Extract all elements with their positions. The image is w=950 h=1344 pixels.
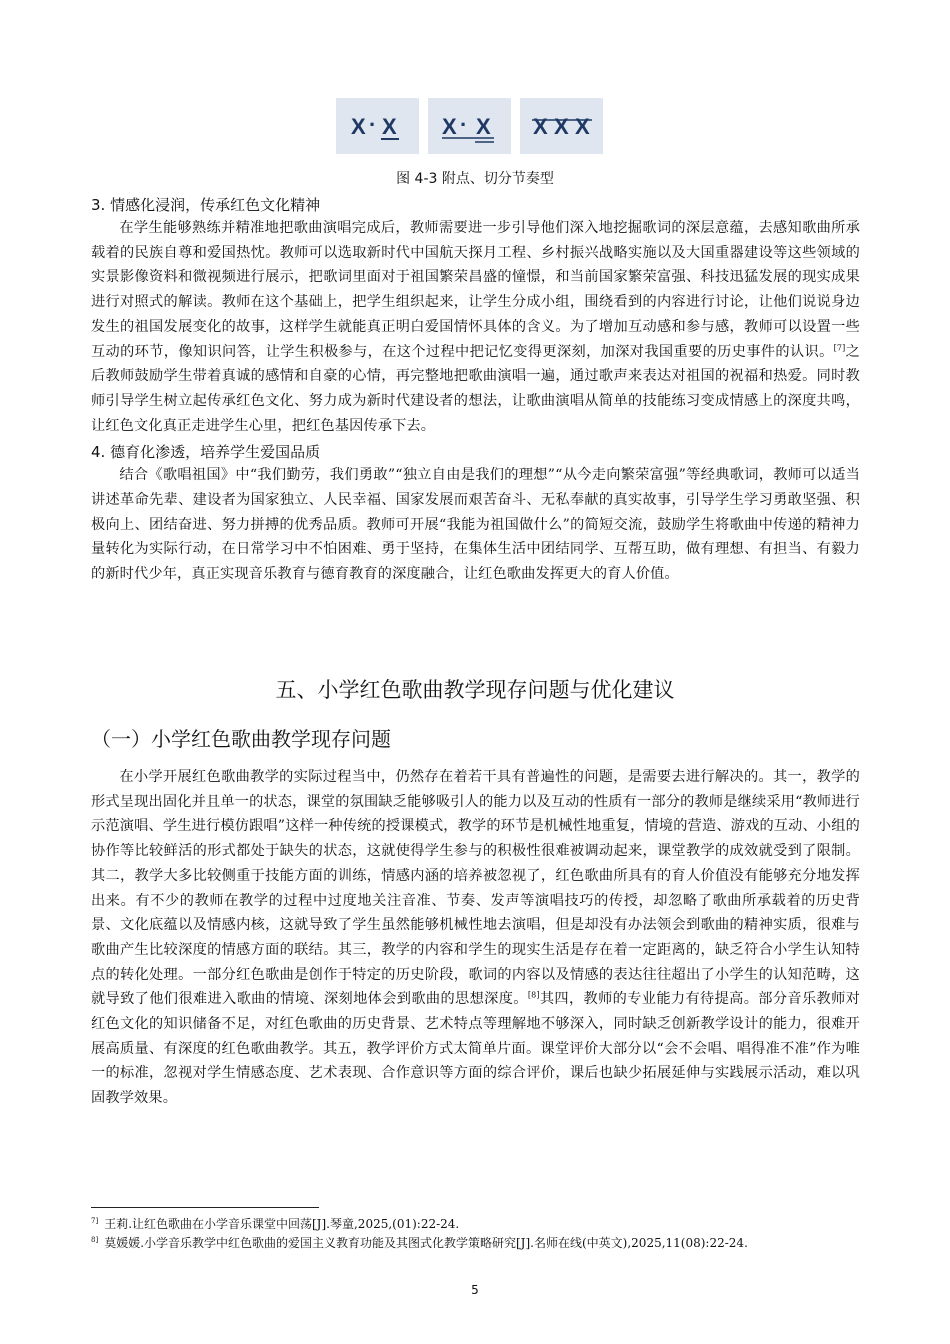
section-4-paragraph: 结合《歌唱祖国》中“我们勤劳，我们勇敢”“独立自由是我们的理想”“从今走向繁荣富强”等经典歌词，教师可以适当讲述革命先辈、建设者为国家独立、人民幸福、国家发展而艰苦奋斗、无私奉献的真实故事，引导学生学习勇敢坚强、积极向上、团结奋进、努力拼搏的优秀品质。教师可开展“我能为祖国做什么”的简短交流，鼓励学生将歌曲中传递的精神力量转化为实际行动，在日常学习中不怕困难、勇于坚持，在集体生活中团结同学、互帮互助，做有理想、有担当、有毅力的新时代少年，真正实现音乐教育与德育教育的深度融合，让红色歌曲发挥更大的育人价值。 bbox=[91, 467, 860, 583]
section-4-heading: 4. 德育化渗透，培养学生爱国品质 bbox=[91, 443, 321, 462]
rhythm-figure bbox=[336, 98, 603, 154]
page-number: 5 bbox=[471, 1283, 479, 1297]
footnote-7: $^{7]}$ 王莉.让红色歌曲在小学音乐课堂中回荡[J].琴童,2025,(01):22-24. bbox=[91, 1217, 460, 1231]
section-3-paragraph: 在学生能够熟练并精准地把歌曲演唱完成后，教师需要进一步引导他们深入地挖掘歌词的深层意蕴，去感知歌曲所承载着的民族自尊和爱国热忱。教师可以选取新时代中国航天探月工程、乡村振兴战略实施以及大国重器建设等这些领域的实景影像资料和微视频进行展示，把歌词里面对于祖国繁荣昌盛的憧憬，和当前国家繁荣富强、科技迅猛发展的现实成果进行对照式的解读。教师在这个基础上，把学生组织起来，让学生分成小组，围绕看到的内容进行讨论，让他们说说身边发生的祖国发展变化的故事，这样学生就能真正明白爱国情怀具体的含义。为了增加互动感和参与感，教师可以设置一些互动的环节，像知识问答，让学生积极参与，在这个过程中把记忆变得更深刻，加深对我国重要的历史事件的认识。[7]之后教师鼓励学生带着真诚的感情和自豪的心情，再完整地把歌曲演唱一遍，通过歌声来表达对祖国的祝福和热爱。同时教师引导学生树立起传承红色文化、努力成为新时代建设者的想法，让歌曲演唱从简单的技能练习变成情感上的深度共鸣，让红色文化真正走进学生心里，把红色基因传承下去。 bbox=[91, 220, 860, 434]
footnote-8: $^{8]}$ 莫媛媛.小学音乐教学中红色歌曲的爱国主义教育功能及其图式化教学策略研究[J].名师在线(中英文),2025,11(08):22-24. bbox=[91, 1236, 748, 1250]
citation-ref: [7] bbox=[833, 342, 846, 352]
chapter-title: 五、小学红色歌曲教学现存问题与优化建议 bbox=[275, 678, 675, 702]
citation-ref: [8] bbox=[527, 990, 540, 1000]
rhythm-glyph: X bbox=[554, 114, 569, 139]
rhythm-glyph: X bbox=[575, 114, 590, 139]
section-3-heading: 3. 情感化浸润，传承红色文化精神 bbox=[91, 196, 321, 214]
figure-caption: 图 4-3 附点、切分节奏型 bbox=[396, 171, 554, 187]
rhythm-dot: · bbox=[369, 112, 377, 137]
rhythm-dot: · bbox=[460, 112, 468, 137]
footnote-divider bbox=[91, 1207, 319, 1208]
rhythm-glyph: X bbox=[533, 114, 548, 139]
subsection-1-paragraph: 在小学开展红色歌曲教学的实际过程当中，仍然存在着若干具有普遍性的问题，是需要去进行解决的。其一，教学的形式呈现出固化并且单一的状态，课堂的氛围缺乏能够吸引人的能力以及互动的性质有一部分的教师是继续采用“教师进行示范演唱、学生进行模仿跟唱”这样一种传统的授课模式，教学的环节是机械性地重复，情境的营造、游戏的互动、小组的协作等比较鲜活的形式都处于缺失的状态，这就使得学生参与的积极性很难被调动起来，课堂教学的成效就受到了限制。其二，教学大多比较侧重于技能方面的训练，情感内涵的培养被忽视了，红色歌曲所具有的育人价值没有能够充分地发挥出来。有不少的教师在教学的过程中过度地关注音准、节奏、发声等演唱技巧的传授，却忽略了歌曲所承载着的历史背景、文化底蕴以及情感内核，这就导致了学生虽然能够机械性地去演唱，但是却没有办法领会到歌曲的精神实质，很难与歌曲产生比较深度的情感方面的联结。其三，教学的内容和学生的现实生活是存在着一定距离的，缺乏符合小学生认知特点的转化处理。一部分红色歌曲是创作于特定的历史阶段，歌词的内容以及情感的表达往往超出了小学生的认知范畴，这就导致了他们很难进入歌曲的情境、深刻地体会到歌曲的思想深度。[8]其四，教师的专业能力有待提高。部分音乐教师对红色文化的知识储备不足，对红色歌曲的历史背景、艺术特点等理解地不够深入，同时缺乏创新教学设计的能力，很难开展高质量、有深度的红色歌曲教学。其五，教学评价方式太简单片面。课堂评价大部分以“会不会唱、唱得准不准”作为唯一的标准，忽视对学生情感态度、艺术表现、合作意识等方面的综合评价，课后也缺少拓展延伸与实践展示活动，难以巩固教学效果。 bbox=[91, 769, 860, 1107]
section-3 bbox=[91, 194, 860, 587]
rhythm-panel-syncopation bbox=[520, 98, 603, 154]
rhythm-glyph: X bbox=[442, 114, 457, 139]
rhythm-panel-dotted bbox=[336, 98, 419, 154]
rhythm-panel-dotted-double bbox=[428, 98, 511, 154]
rhythm-glyph: X bbox=[351, 114, 366, 139]
rhythm-glyph: X bbox=[476, 114, 491, 139]
rhythm-glyph: X bbox=[382, 114, 397, 139]
subsection-1-body bbox=[91, 765, 860, 1111]
subsection-title: （一）小学红色歌曲教学现存问题 bbox=[91, 727, 391, 751]
